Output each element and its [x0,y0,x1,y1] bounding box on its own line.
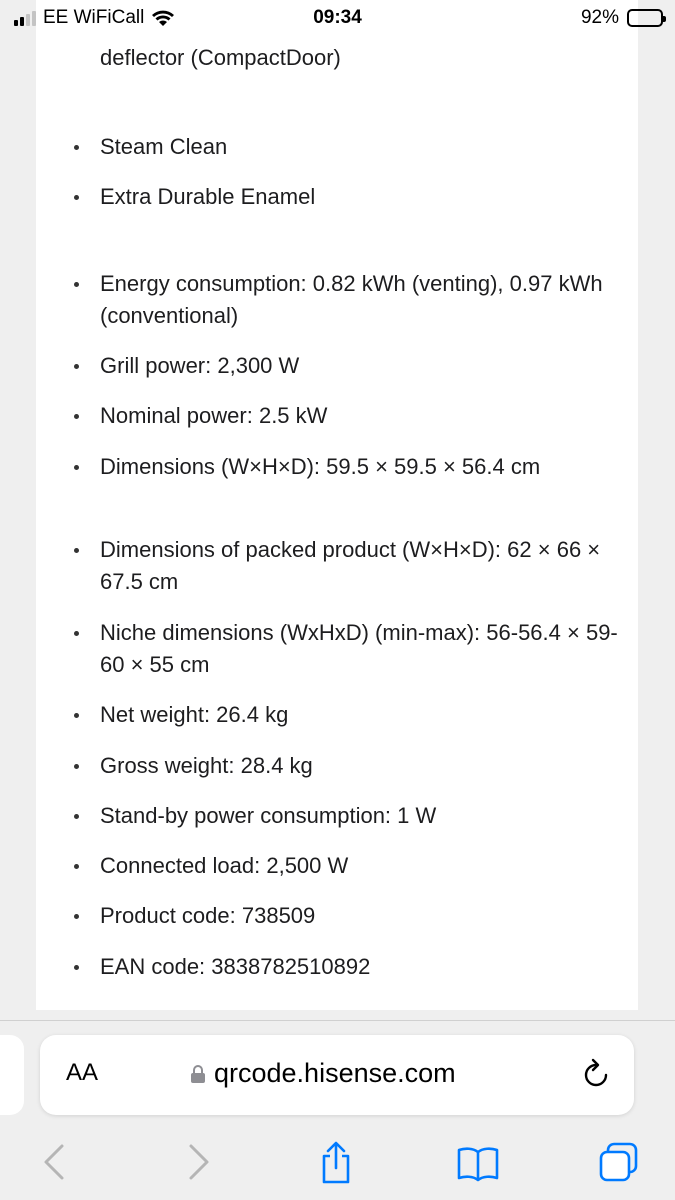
spec-item: Dimensions (W×H×D): 59.5 × 59.5 × 56.4 cm [100,451,620,483]
lock-icon [190,1064,206,1084]
spec-item: Stand-by power consumption: 1 W [100,800,620,832]
url-text: qrcode.hisense.com [214,1058,456,1088]
battery-icon [627,9,663,27]
bookmarks-icon[interactable] [455,1140,501,1184]
reload-icon[interactable] [582,1057,612,1089]
text-size-label: AA [66,1059,99,1086]
address-bar[interactable] [40,1035,634,1115]
spec-item: Net weight: 26.4 kg [100,699,620,731]
share-icon[interactable] [318,1140,354,1186]
carrier-name: EE WiFiCall [43,7,145,28]
spec-item: Extra Durable Enamel [100,181,620,213]
previous-tab-peek[interactable] [0,1035,24,1115]
text-size-button[interactable] [66,1059,98,1087]
spec-item: Energy consumption: 0.82 kWh (venting), 0.97 kWh (conventional) [100,268,620,332]
url-display[interactable] [190,1058,456,1089]
status-bar [0,0,675,36]
product-spec-card [36,0,638,1010]
spec-item: Nominal power: 2.5 kW [100,400,620,432]
clock: 09:34 [313,7,362,28]
toolbar-divider [0,1020,675,1021]
spec-item: Product code: 738509 [100,900,620,932]
status-right [581,7,663,29]
spec-item: Gross weight: 28.4 kg [100,750,620,782]
spec-item: Niche dimensions (WxHxD) (min-max): 56-56.4 × 59-60 × 55 cm [100,617,620,681]
battery-percent: 92% [580,7,619,28]
spec-item: Dimensions of packed product (W×H×D): 62 × 66 × 67.5 cm [100,534,620,598]
tabs-icon[interactable] [598,1140,640,1184]
browser-toolbar [0,1130,675,1200]
spec-item: Steam Clean [100,131,620,163]
spec-item: EAN code: 3838782510892 [100,951,620,983]
partial-spec-line: deflector (CompactDoor) [100,45,341,70]
back-icon[interactable] [40,1140,70,1184]
forward-icon[interactable] [183,1140,213,1184]
spec-item: Connected load: 2,500 W [100,850,620,882]
spec-item: Grill power: 2,300 W [100,350,620,382]
